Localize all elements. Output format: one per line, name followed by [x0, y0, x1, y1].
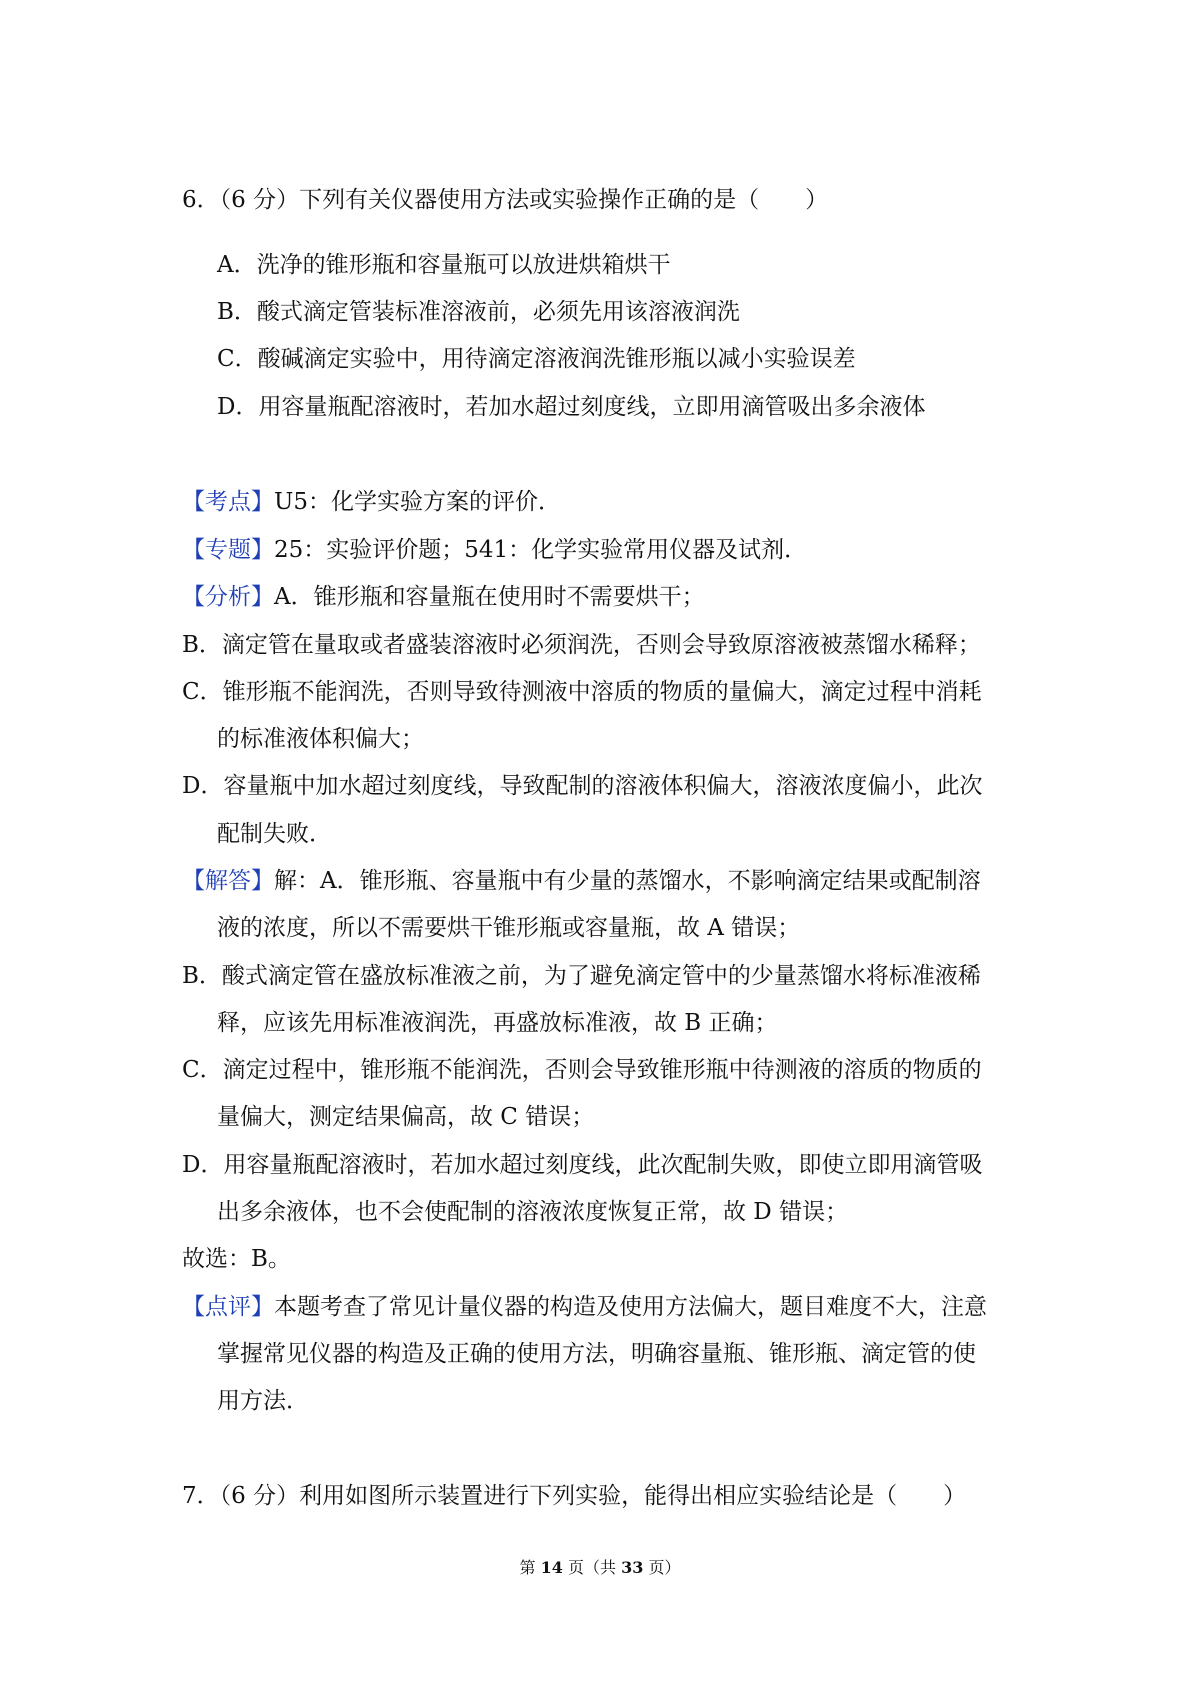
question-6-option-a: A．洗净的锥形瓶和容量瓶可以放进烘箱烘干: [217, 252, 671, 278]
fenxi-line: C．锥形瓶不能润洗，否则导致待测液中溶质的物质的量偏大，滴定过程中消耗: [182, 679, 982, 705]
jieda-line: 释，应该先用标准液润洗，再盛放标准液，故 B 正确；: [217, 1010, 778, 1036]
question-6-option-d: D．用容量瓶配溶液时，若加水超过刻度线，立即用滴管吸出多余液体: [217, 394, 926, 420]
jieda-tag: 【解答】: [182, 868, 274, 894]
zhuanti-tag: 【专题】: [182, 537, 274, 563]
kaodian-row: [182, 486, 561, 518]
dianping-row: [182, 1291, 987, 1323]
jieda-line: 故选：B。: [182, 1246, 291, 1272]
jieda-line: B．酸式滴定管在盛放标准液之前，为了避免滴定管中的少量蒸馏水将标准液稀: [182, 963, 981, 989]
kaodian-text: U5：化学实验方案的评价．: [274, 489, 562, 515]
dianping-line: 用方法．: [217, 1388, 309, 1414]
fenxi-tag: 【分析】: [182, 584, 274, 610]
fenxi-row: [182, 581, 705, 613]
question-6-stem: 6．（6 分）下列有关仪器使用方法或实验操作正确的是（ ）: [182, 187, 829, 213]
question-7-stem: 7．（6 分）利用如图所示装置进行下列实验，能得出相应实验结论是（ ）: [182, 1483, 967, 1509]
fenxi-line: D．容量瓶中加水超过刻度线，导致配制的溶液体积偏大，溶液浓度偏小，此次: [182, 773, 983, 799]
footer-total-pages: 33: [621, 1558, 644, 1577]
kaodian-tag: 【考点】: [182, 489, 274, 515]
fenxi-line: B．滴定管在量取或者盛装溶液时必须润洗，否则会导致原溶液被蒸馏水稀释；: [182, 632, 981, 658]
dianping-line: 掌握常见仪器的构造及正确的使用方法，明确容量瓶、锥形瓶、滴定管的使: [217, 1341, 976, 1367]
footer-page-number: 14: [540, 1558, 563, 1577]
fenxi-line: A．锥形瓶和容量瓶在使用时不需要烘干；: [274, 584, 705, 610]
jieda-line: 出多余液体，也不会使配制的溶液浓度恢复正常，故 D 错误；: [217, 1199, 849, 1225]
dianping-line: 本题考查了常见计量仪器的构造及使用方法偏大，题目难度不大，注意: [274, 1294, 987, 1320]
jieda-line: 解：A．锥形瓶、容量瓶中有少量的蒸馏水，不影响滴定结果或配制溶: [274, 868, 981, 894]
question-6-option-b: B．酸式滴定管装标准溶液前，必须先用该溶液润洗: [217, 299, 740, 325]
jieda-line: 液的浓度，所以不需要烘干锥形瓶或容量瓶，故 A 错误；: [217, 915, 801, 941]
page-footer: [0, 1557, 1200, 1579]
jieda-row: [182, 865, 981, 897]
fenxi-line: 的标准液体积偏大；: [217, 726, 424, 752]
zhuanti-text: 25：实验评价题；541：化学实验常用仪器及试剂．: [274, 537, 808, 563]
dianping-tag: 【点评】: [182, 1294, 274, 1320]
question-6-option-c: C．酸碱滴定实验中，用待滴定溶液润洗锥形瓶以减小实验误差: [217, 346, 856, 372]
jieda-line: C．滴定过程中，锥形瓶不能润洗，否则会导致锥形瓶中待测液的溶质的物质的: [182, 1057, 982, 1083]
footer-middle: 页（共: [562, 1558, 622, 1577]
jieda-line: 量偏大，测定结果偏高，故 C 错误；: [217, 1104, 595, 1130]
fenxi-line: 配制失败．: [217, 821, 332, 847]
jieda-line: D．用容量瓶配溶液时，若加水超过刻度线，此次配制失败，即使立即用滴管吸: [182, 1152, 983, 1178]
zhuanti-row: [182, 534, 807, 566]
footer-suffix: 页）: [643, 1558, 681, 1577]
footer-prefix: 第: [519, 1558, 541, 1577]
